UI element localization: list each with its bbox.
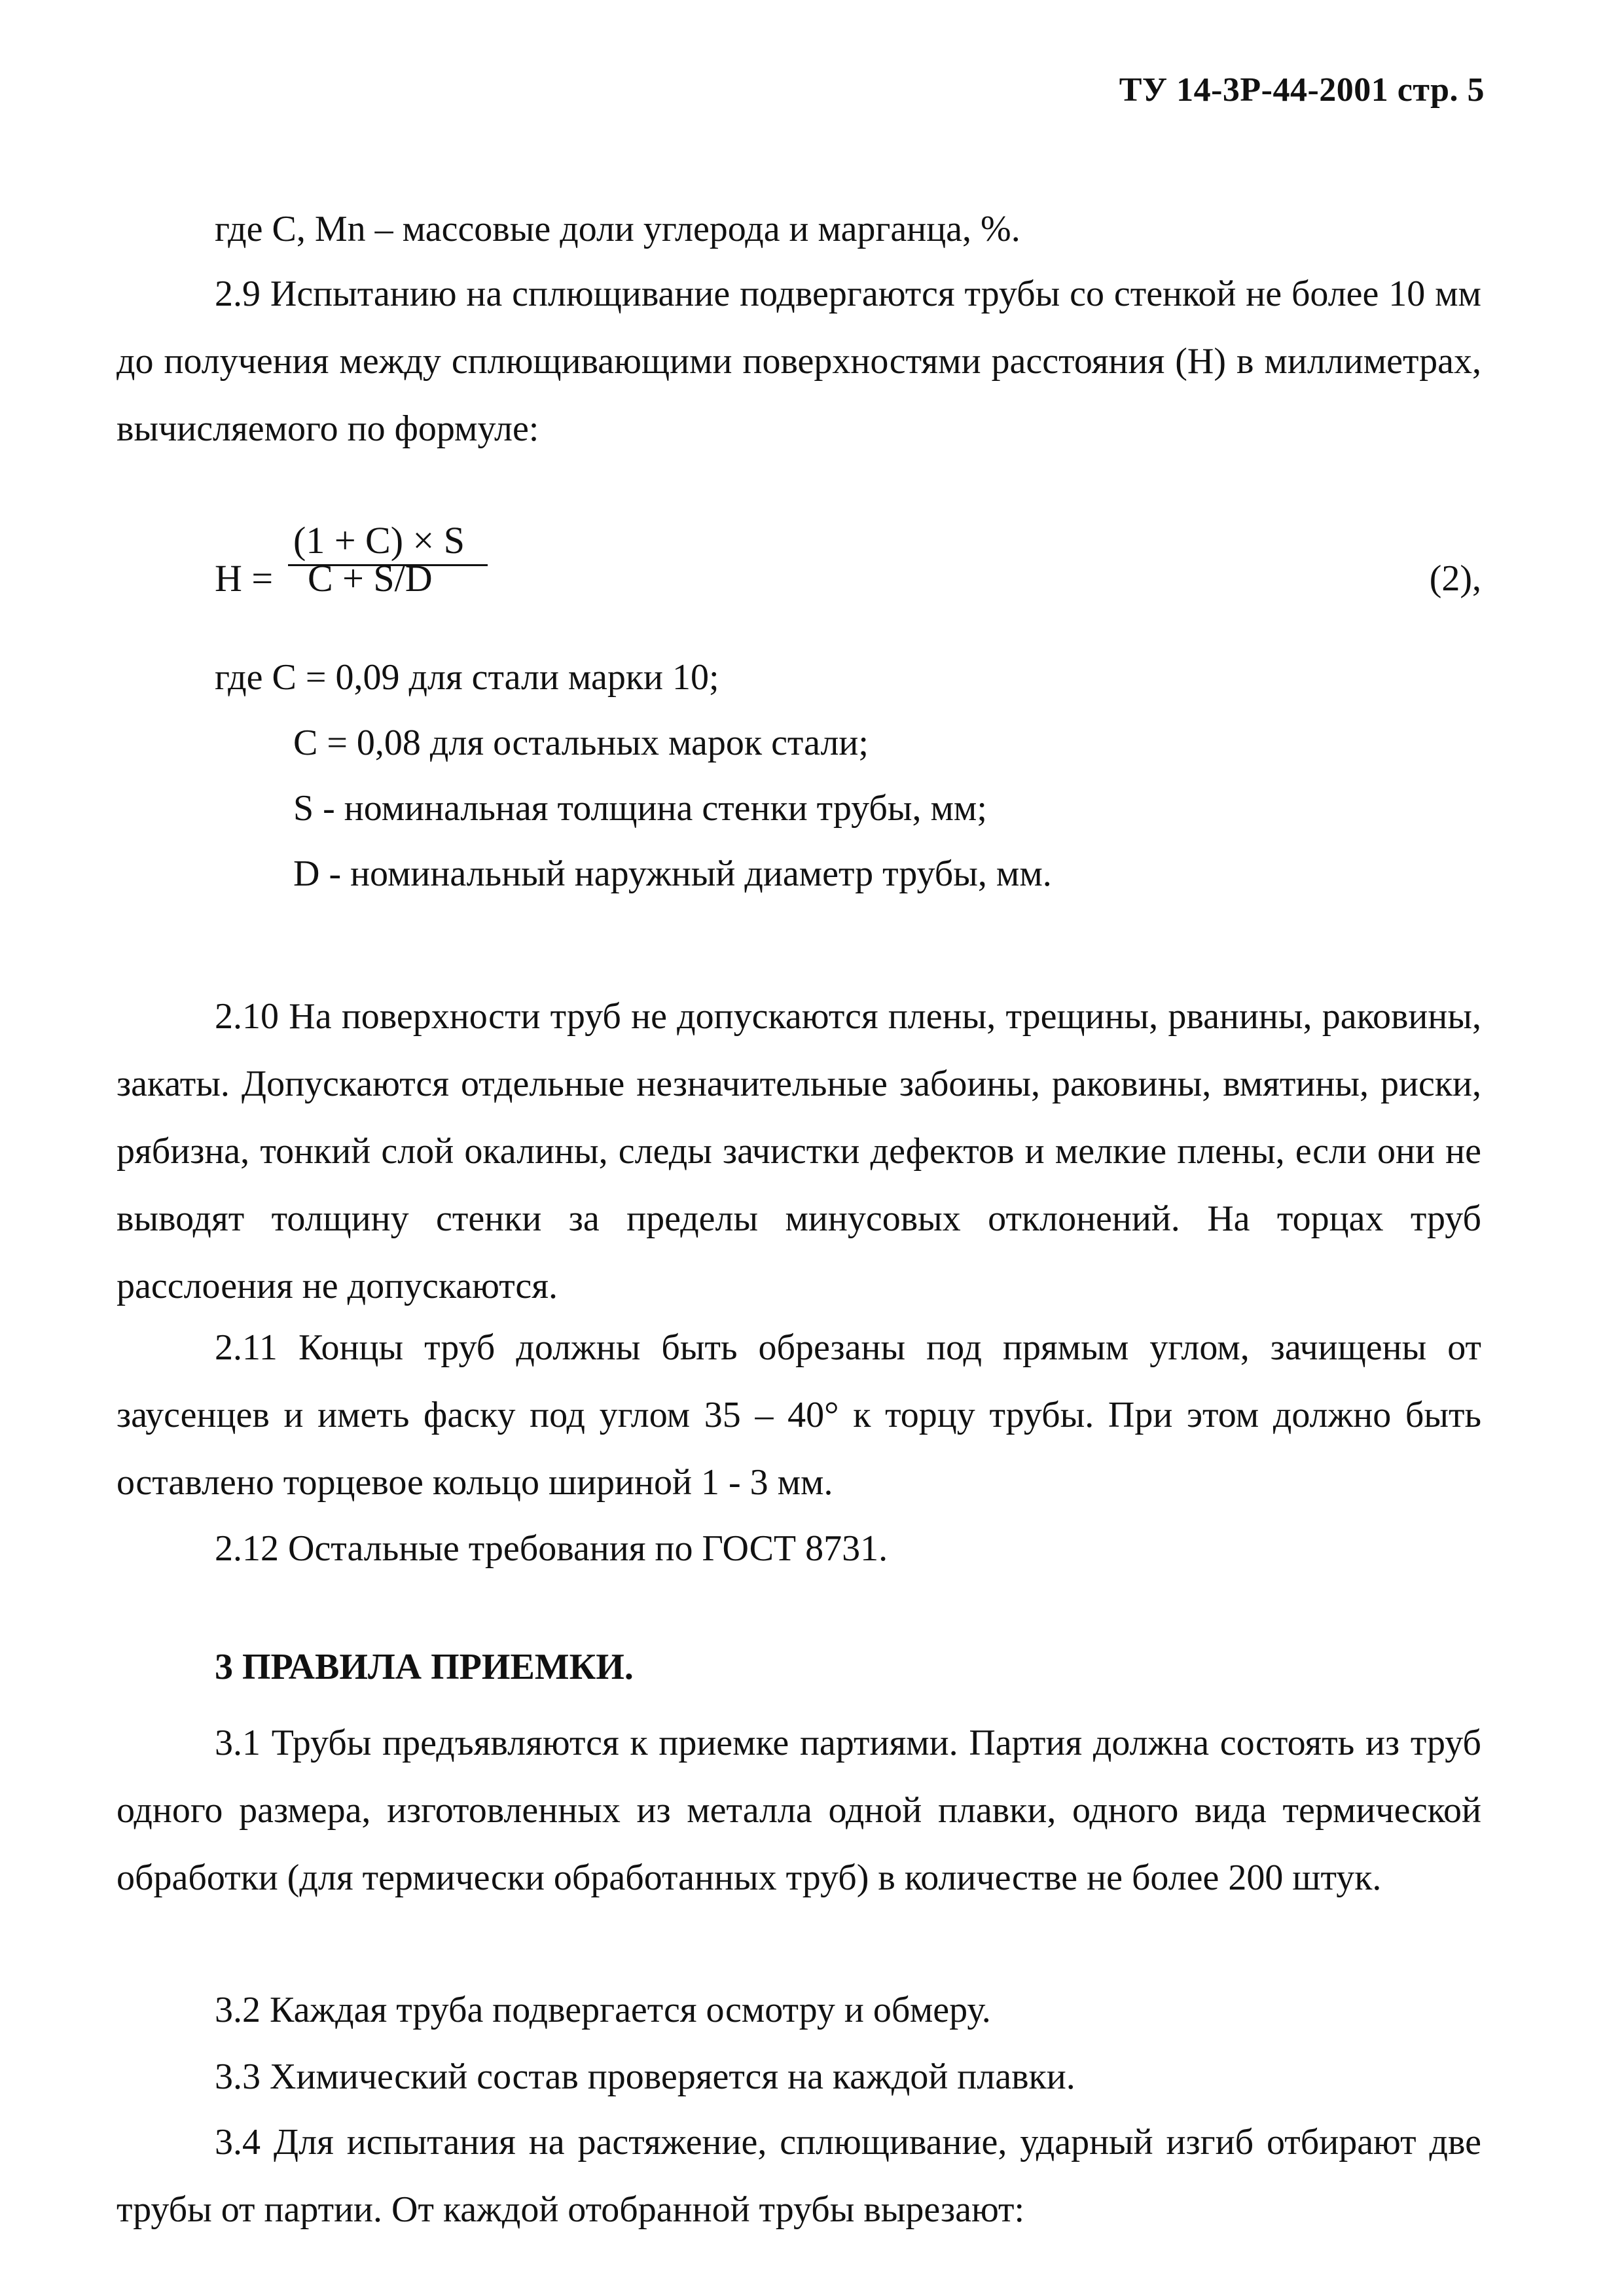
paragraph-2-12: 2.12 Остальные требования по ГОСТ 8731.: [215, 1528, 888, 1569]
formula-2: [117, 504, 1481, 635]
where-line: где С = 0,09 для стали марки 10;: [215, 657, 719, 698]
paragraph-3-2: 3.2 Каждая труба подвергается осмотру и обмеру.: [215, 1990, 991, 2030]
page-header: ТУ 14-3Р-44-2001 стр. 5: [1119, 71, 1485, 109]
formula-denominator: С + S/D: [308, 557, 433, 600]
paragraph-2-10: 2.10 На поверхности труб не допускаются плены, трещины, рванины, раковины, закаты. Допускаются отдельные незначительные забоины, раковины, вмятины, риски, рябизна, тонкий слой окалины, следы зачистки дефектов и мелкие плены, если они не выводят толщину стенки за пределы минусовых отклонений. На торцах труб расслоения не допускаются.: [117, 996, 1481, 1306]
where-line: С = 0,08 для остальных марок стали;: [293, 723, 869, 763]
paragraph-3-3: 3.3 Химический состав проверяется на каждой плавки.: [215, 2056, 1075, 2097]
section-3-heading: 3 ПРАВИЛА ПРИЕМКИ.: [215, 1647, 634, 1687]
formula-lhs: Н =: [215, 557, 274, 600]
where-c-mn: где С, Mn – массовые доли углерода и марганца, %.: [215, 209, 1020, 249]
where-line: S - номинальная толщина стенки трубы, мм;: [293, 788, 987, 829]
equation-number: (2),: [1429, 558, 1481, 599]
paragraph-2-11: 2.11 Концы труб должны быть обрезаны под прямым углом, зачищены от заусенцев и иметь фаску под углом 35 – 40° к торцу трубы. При этом должно быть оставлено торцевое кольцо шириной 1 - 3 мм.: [117, 1327, 1481, 1503]
formula-numerator: (1 + С) × S: [293, 519, 465, 562]
where-line: D - номинальный наружный диаметр трубы, мм.: [293, 853, 1052, 894]
paragraph-2-9: 2.9 Испытанию на сплющивание подвергаются трубы со стенкой не более 10 мм до получения между сплющивающими поверхностями расстояния (Н) в миллиметрах, вычисляемого по формуле:: [117, 274, 1481, 449]
paragraph-3-1: 3.1 Трубы предъявляются к приемке партиями. Партия должна состоять из труб одного размера, изготовленных из металла одной плавки, одного вида термической обработки (для термически обработанных труб) в количестве не более 200 штук.: [117, 1723, 1481, 1898]
paragraph-3-4: 3.4 Для испытания на растяжение, сплющивание, ударный изгиб отбирают две трубы от партии. От каждой отобранной трубы вырезают:: [117, 2122, 1481, 2230]
